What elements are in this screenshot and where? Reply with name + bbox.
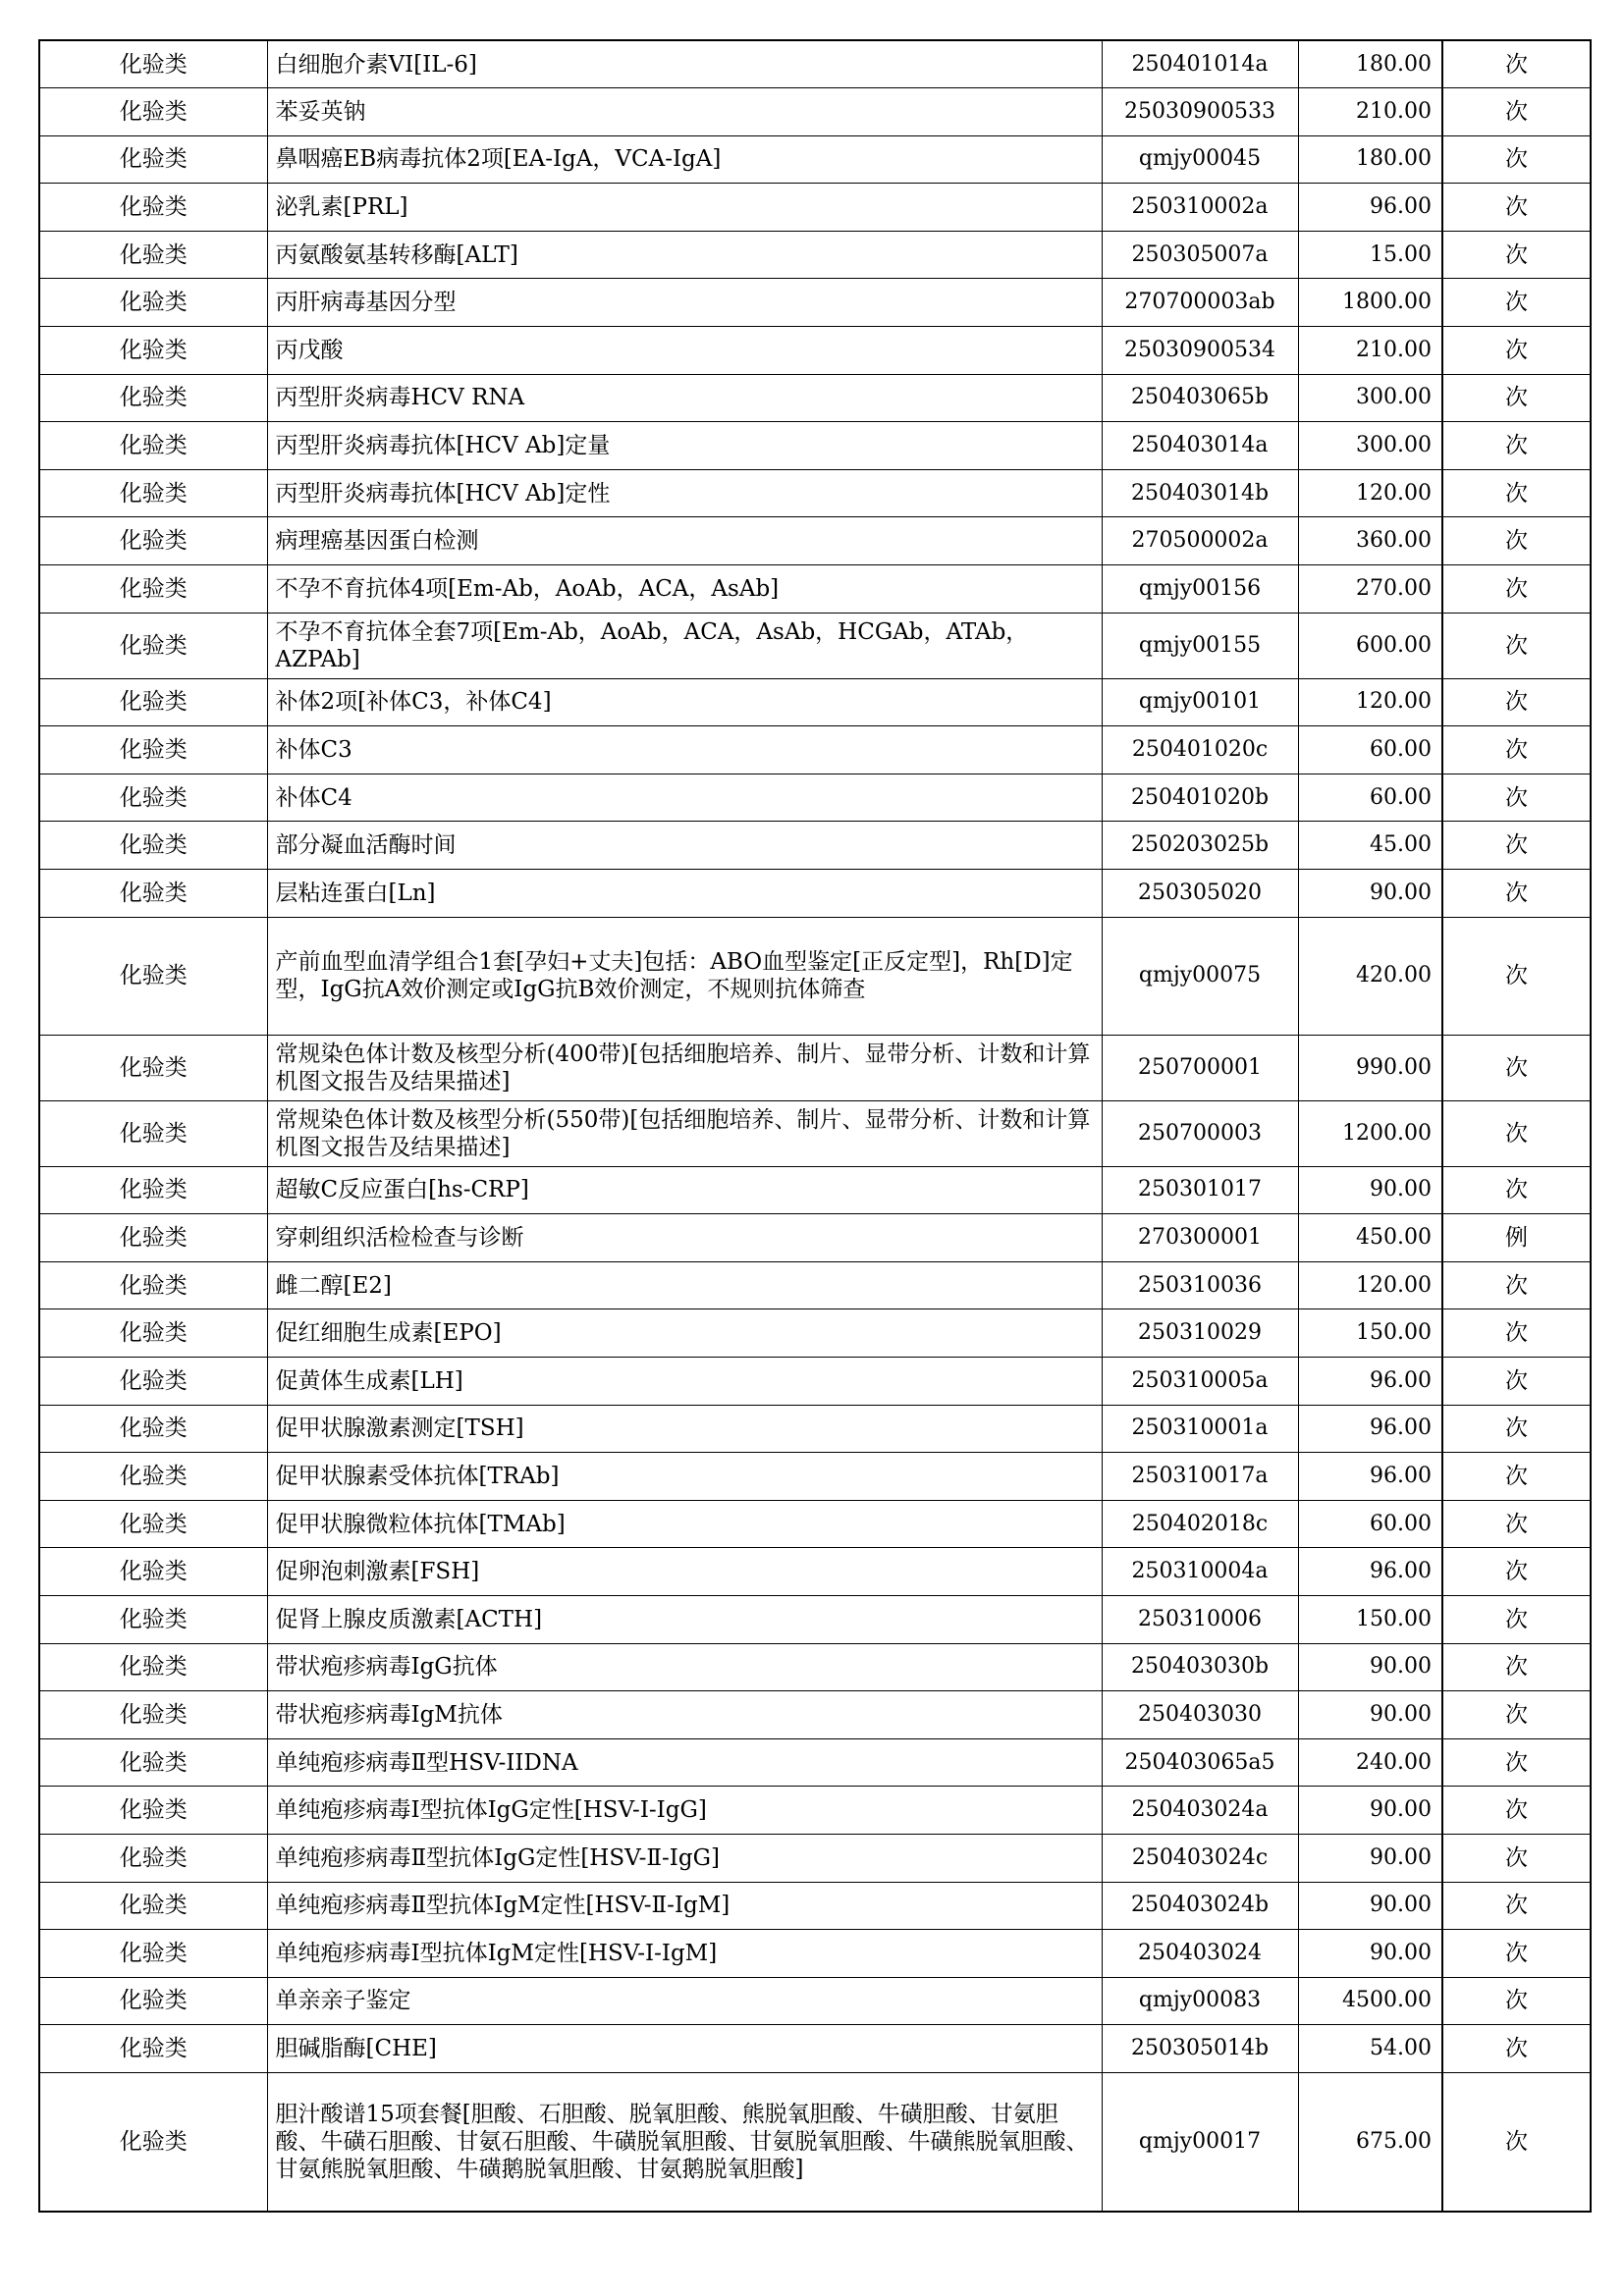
category-cell: 化验类 <box>39 231 267 279</box>
price-cell: 270.00 <box>1298 565 1442 614</box>
item-name-cell: 促卵泡刺激素[FSH] <box>267 1548 1102 1596</box>
price-cell: 240.00 <box>1298 1738 1442 1787</box>
table-row <box>39 1500 1591 1548</box>
item-code-cell: 250401014a <box>1102 40 1298 88</box>
table-row <box>39 135 1591 184</box>
table-row <box>39 374 1591 422</box>
unit-cell: 次 <box>1442 1166 1591 1214</box>
item-name-cell: 常规染色体计数及核型分析(550带)[包括细胞培养、制片、显带分析、计数和计算机图文报告及结果描述] <box>267 1100 1102 1166</box>
category-cell: 化验类 <box>39 774 267 822</box>
unit-cell: 次 <box>1442 1500 1591 1548</box>
item-code-cell: 250310001a <box>1102 1405 1298 1453</box>
item-code-cell: 250310006 <box>1102 1595 1298 1643</box>
table-row <box>39 1977 1591 2025</box>
unit-cell: 次 <box>1442 1977 1591 2025</box>
unit-cell: 次 <box>1442 1309 1591 1358</box>
item-code-cell: 270300001 <box>1102 1214 1298 1262</box>
table-row <box>39 1214 1591 1262</box>
item-code-cell: 250403024a <box>1102 1787 1298 1835</box>
table-row <box>39 1787 1591 1835</box>
price-cell: 90.00 <box>1298 1691 1442 1739</box>
item-name-cell: 促红细胞生成素[EPO] <box>267 1309 1102 1358</box>
price-cell: 96.00 <box>1298 1548 1442 1596</box>
item-code-cell: 270700003ab <box>1102 279 1298 327</box>
table-row <box>39 1309 1591 1358</box>
item-code-cell: qmjy00045 <box>1102 135 1298 184</box>
item-code-cell: 250310004a <box>1102 1548 1298 1596</box>
unit-cell: 次 <box>1442 870 1591 918</box>
item-code-cell: 250403065b <box>1102 374 1298 422</box>
category-cell: 化验类 <box>39 1500 267 1548</box>
item-code-cell: 250403024c <box>1102 1834 1298 1882</box>
category-cell: 化验类 <box>39 565 267 614</box>
category-cell: 化验类 <box>39 870 267 918</box>
item-name-cell: 带状疱疹病毒IgM抗体 <box>267 1691 1102 1739</box>
category-cell: 化验类 <box>39 1405 267 1453</box>
category-cell: 化验类 <box>39 1548 267 1596</box>
table-row <box>39 917 1591 1035</box>
item-code-cell: 25030900534 <box>1102 327 1298 375</box>
category-cell: 化验类 <box>39 1214 267 1262</box>
item-code-cell: qmjy00017 <box>1102 2072 1298 2212</box>
unit-cell: 次 <box>1442 469 1591 517</box>
price-cell: 990.00 <box>1298 1035 1442 1100</box>
price-cell: 4500.00 <box>1298 1977 1442 2025</box>
table-row <box>39 422 1591 470</box>
unit-cell: 次 <box>1442 1691 1591 1739</box>
item-name-cell: 单纯疱疹病毒Ⅰ型抗体IgM定性[HSV-I-IgM] <box>267 1930 1102 1978</box>
unit-cell: 次 <box>1442 2072 1591 2212</box>
unit-cell: 次 <box>1442 1100 1591 1166</box>
item-code-cell: qmjy00101 <box>1102 678 1298 726</box>
unit-cell: 例 <box>1442 1214 1591 1262</box>
unit-cell: 次 <box>1442 1643 1591 1691</box>
price-table-body <box>39 40 1591 2212</box>
table-row <box>39 870 1591 918</box>
price-cell: 180.00 <box>1298 40 1442 88</box>
category-cell: 化验类 <box>39 2072 267 2212</box>
item-name-cell: 促甲状腺微粒体抗体[TMAb] <box>267 1500 1102 1548</box>
price-cell: 90.00 <box>1298 1834 1442 1882</box>
item-code-cell: qmjy00075 <box>1102 917 1298 1035</box>
unit-cell: 次 <box>1442 1035 1591 1100</box>
category-cell: 化验类 <box>39 1595 267 1643</box>
category-cell: 化验类 <box>39 1882 267 1930</box>
price-cell: 96.00 <box>1298 184 1442 232</box>
category-cell: 化验类 <box>39 279 267 327</box>
unit-cell: 次 <box>1442 231 1591 279</box>
unit-cell: 次 <box>1442 88 1591 136</box>
category-cell: 化验类 <box>39 1261 267 1309</box>
item-code-cell: 250310036 <box>1102 1261 1298 1309</box>
price-cell: 420.00 <box>1298 917 1442 1035</box>
item-code-cell: 250310005a <box>1102 1357 1298 1405</box>
item-code-cell: 250301017 <box>1102 1166 1298 1214</box>
item-name-cell: 胆碱脂酶[CHE] <box>267 2025 1102 2073</box>
table-row <box>39 1100 1591 1166</box>
item-code-cell: 270500002a <box>1102 517 1298 565</box>
item-name-cell: 鼻咽癌EB病毒抗体2项[EA-IgA，VCA-IgA] <box>267 135 1102 184</box>
unit-cell: 次 <box>1442 1595 1591 1643</box>
category-cell: 化验类 <box>39 1035 267 1100</box>
unit-cell: 次 <box>1442 2025 1591 2073</box>
item-code-cell: 250402018c <box>1102 1500 1298 1548</box>
item-code-cell: 250403030b <box>1102 1643 1298 1691</box>
price-cell: 150.00 <box>1298 1595 1442 1643</box>
unit-cell: 次 <box>1442 135 1591 184</box>
item-name-cell: 苯妥英钠 <box>267 88 1102 136</box>
item-code-cell: 250403024 <box>1102 1930 1298 1978</box>
table-row <box>39 565 1591 614</box>
item-code-cell: qmjy00155 <box>1102 613 1298 678</box>
price-cell: 210.00 <box>1298 88 1442 136</box>
item-code-cell: 250305014b <box>1102 2025 1298 2073</box>
item-name-cell: 补体C4 <box>267 774 1102 822</box>
price-cell: 90.00 <box>1298 870 1442 918</box>
item-name-cell: 补体2项[补体C3，补体C4] <box>267 678 1102 726</box>
item-code-cell: qmjy00083 <box>1102 1977 1298 2025</box>
category-cell: 化验类 <box>39 1977 267 2025</box>
item-name-cell: 丙型肝炎病毒HCV RNA <box>267 374 1102 422</box>
table-row <box>39 1453 1591 1501</box>
table-row <box>39 517 1591 565</box>
price-cell: 96.00 <box>1298 1453 1442 1501</box>
item-code-cell: 250310002a <box>1102 184 1298 232</box>
category-cell: 化验类 <box>39 517 267 565</box>
category-cell: 化验类 <box>39 1787 267 1835</box>
price-cell: 150.00 <box>1298 1309 1442 1358</box>
item-code-cell: 250401020c <box>1102 726 1298 774</box>
unit-cell: 次 <box>1442 279 1591 327</box>
table-row <box>39 1166 1591 1214</box>
price-cell: 120.00 <box>1298 1261 1442 1309</box>
price-cell: 90.00 <box>1298 1166 1442 1214</box>
price-cell: 1200.00 <box>1298 1100 1442 1166</box>
item-code-cell: 250401020b <box>1102 774 1298 822</box>
item-name-cell: 促甲状腺素受体抗体[TRAb] <box>267 1453 1102 1501</box>
price-cell: 300.00 <box>1298 422 1442 470</box>
price-cell: 180.00 <box>1298 135 1442 184</box>
item-name-cell: 丙肝病毒基因分型 <box>267 279 1102 327</box>
unit-cell: 次 <box>1442 613 1591 678</box>
item-name-cell: 丙戊酸 <box>267 327 1102 375</box>
price-cell: 96.00 <box>1298 1357 1442 1405</box>
price-cell: 300.00 <box>1298 374 1442 422</box>
table-row <box>39 613 1591 678</box>
item-code-cell: 250700003 <box>1102 1100 1298 1166</box>
item-name-cell: 促黄体生成素[LH] <box>267 1357 1102 1405</box>
item-name-cell: 单纯疱疹病毒Ⅱ型HSV-IIDNA <box>267 1738 1102 1787</box>
category-cell: 化验类 <box>39 88 267 136</box>
table-row <box>39 1405 1591 1453</box>
price-cell: 90.00 <box>1298 1882 1442 1930</box>
item-code-cell: 250310029 <box>1102 1309 1298 1358</box>
price-cell: 675.00 <box>1298 2072 1442 2212</box>
item-name-cell: 病理癌基因蛋白检测 <box>267 517 1102 565</box>
category-cell: 化验类 <box>39 1100 267 1166</box>
category-cell: 化验类 <box>39 2025 267 2073</box>
item-name-cell: 不孕不育抗体4项[Em-Ab，AoAb，ACA，AsAb] <box>267 565 1102 614</box>
category-cell: 化验类 <box>39 822 267 870</box>
item-code-cell: 250403065a5 <box>1102 1738 1298 1787</box>
unit-cell: 次 <box>1442 184 1591 232</box>
item-name-cell: 常规染色体计数及核型分析(400带)[包括细胞培养、制片、显带分析、计数和计算机图文报告及结果描述] <box>267 1035 1102 1100</box>
item-name-cell: 丙氨酸氨基转移酶[ALT] <box>267 231 1102 279</box>
unit-cell: 次 <box>1442 1548 1591 1596</box>
item-name-cell: 穿刺组织活检检查与诊断 <box>267 1214 1102 1262</box>
price-cell: 96.00 <box>1298 1405 1442 1453</box>
item-code-cell: 250403030 <box>1102 1691 1298 1739</box>
item-name-cell: 单亲亲子鉴定 <box>267 1977 1102 2025</box>
item-name-cell: 产前血型血清学组合1套[孕妇+丈夫]包括：ABO血型鉴定[正反定型]，Rh[D]定型，IgG抗A效价测定或IgG抗B效价测定，不规则抗体筛查 <box>267 917 1102 1035</box>
category-cell: 化验类 <box>39 469 267 517</box>
price-cell: 60.00 <box>1298 774 1442 822</box>
unit-cell: 次 <box>1442 374 1591 422</box>
unit-cell: 次 <box>1442 1453 1591 1501</box>
table-row <box>39 774 1591 822</box>
item-name-cell: 层粘连蛋白[Ln] <box>267 870 1102 918</box>
item-code-cell: 250403014b <box>1102 469 1298 517</box>
unit-cell: 次 <box>1442 327 1591 375</box>
price-cell: 450.00 <box>1298 1214 1442 1262</box>
category-cell: 化验类 <box>39 1643 267 1691</box>
table-row <box>39 1035 1591 1100</box>
table-row <box>39 1834 1591 1882</box>
table-row <box>39 1691 1591 1739</box>
table-row <box>39 1261 1591 1309</box>
item-code-cell: 250305020 <box>1102 870 1298 918</box>
price-cell: 90.00 <box>1298 1643 1442 1691</box>
unit-cell: 次 <box>1442 40 1591 88</box>
category-cell: 化验类 <box>39 40 267 88</box>
table-row <box>39 88 1591 136</box>
table-row <box>39 2025 1591 2073</box>
table-row <box>39 40 1591 88</box>
unit-cell: 次 <box>1442 1738 1591 1787</box>
unit-cell: 次 <box>1442 774 1591 822</box>
item-name-cell: 丙型肝炎病毒抗体[HCV Ab]定量 <box>267 422 1102 470</box>
category-cell: 化验类 <box>39 1691 267 1739</box>
table-row <box>39 2072 1591 2212</box>
unit-cell: 次 <box>1442 1405 1591 1453</box>
category-cell: 化验类 <box>39 613 267 678</box>
item-code-cell: 250305007a <box>1102 231 1298 279</box>
price-cell: 60.00 <box>1298 1500 1442 1548</box>
item-name-cell: 补体C3 <box>267 726 1102 774</box>
item-name-cell: 胆汁酸谱15项套餐[胆酸、石胆酸、脱氧胆酸、熊脱氧胆酸、牛磺胆酸、甘氨胆酸、牛磺石胆酸、甘氨石胆酸、牛磺脱氧胆酸、甘氨脱氧胆酸、牛磺熊脱氧胆酸、甘氨熊脱氧胆酸、牛磺鹅脱氧胆酸、甘氨鹅脱氧胆酸] <box>267 2072 1102 2212</box>
table-row <box>39 678 1591 726</box>
price-cell: 120.00 <box>1298 678 1442 726</box>
unit-cell: 次 <box>1442 1357 1591 1405</box>
item-code-cell: 250700001 <box>1102 1035 1298 1100</box>
price-cell: 90.00 <box>1298 1930 1442 1978</box>
table-row <box>39 726 1591 774</box>
item-name-cell: 丙型肝炎病毒抗体[HCV Ab]定性 <box>267 469 1102 517</box>
unit-cell: 次 <box>1442 917 1591 1035</box>
category-cell: 化验类 <box>39 917 267 1035</box>
price-cell: 15.00 <box>1298 231 1442 279</box>
item-name-cell: 部分凝血活酶时间 <box>267 822 1102 870</box>
price-cell: 90.00 <box>1298 1787 1442 1835</box>
item-name-cell: 促甲状腺激素测定[TSH] <box>267 1405 1102 1453</box>
table-row <box>39 1643 1591 1691</box>
price-cell: 54.00 <box>1298 2025 1442 2073</box>
category-cell: 化验类 <box>39 184 267 232</box>
item-name-cell: 单纯疱疹病毒Ⅰ型抗体IgG定性[HSV-Ⅰ-IgG] <box>267 1787 1102 1835</box>
item-name-cell: 白细胞介素VI[IL-6] <box>267 40 1102 88</box>
price-table <box>38 39 1592 2213</box>
category-cell: 化验类 <box>39 1309 267 1358</box>
price-cell: 210.00 <box>1298 327 1442 375</box>
price-cell: 120.00 <box>1298 469 1442 517</box>
item-name-cell: 雌二醇[E2] <box>267 1261 1102 1309</box>
unit-cell: 次 <box>1442 1261 1591 1309</box>
category-cell: 化验类 <box>39 1930 267 1978</box>
item-name-cell: 超敏C反应蛋白[hs-CRP] <box>267 1166 1102 1214</box>
table-row <box>39 822 1591 870</box>
item-name-cell: 促肾上腺皮质激素[ACTH] <box>267 1595 1102 1643</box>
item-code-cell: 25030900533 <box>1102 88 1298 136</box>
price-cell: 1800.00 <box>1298 279 1442 327</box>
table-row <box>39 1357 1591 1405</box>
item-code-cell: 250310017a <box>1102 1453 1298 1501</box>
table-row <box>39 1882 1591 1930</box>
category-cell: 化验类 <box>39 1166 267 1214</box>
item-code-cell: 250203025b <box>1102 822 1298 870</box>
table-row <box>39 184 1591 232</box>
price-cell: 600.00 <box>1298 613 1442 678</box>
unit-cell: 次 <box>1442 1787 1591 1835</box>
unit-cell: 次 <box>1442 565 1591 614</box>
item-name-cell: 不孕不育抗体全套7项[Em-Ab，AoAb，ACA，AsAb，HCGAb，ATAb，AZPAb] <box>267 613 1102 678</box>
item-code-cell: 250403014a <box>1102 422 1298 470</box>
item-code-cell: 250403024b <box>1102 1882 1298 1930</box>
category-cell: 化验类 <box>39 1453 267 1501</box>
price-cell: 60.00 <box>1298 726 1442 774</box>
unit-cell: 次 <box>1442 422 1591 470</box>
item-name-cell: 带状疱疹病毒IgG抗体 <box>267 1643 1102 1691</box>
item-code-cell: qmjy00156 <box>1102 565 1298 614</box>
table-row <box>39 327 1591 375</box>
table-row <box>39 1595 1591 1643</box>
category-cell: 化验类 <box>39 726 267 774</box>
category-cell: 化验类 <box>39 422 267 470</box>
category-cell: 化验类 <box>39 1834 267 1882</box>
unit-cell: 次 <box>1442 517 1591 565</box>
unit-cell: 次 <box>1442 1930 1591 1978</box>
table-row <box>39 469 1591 517</box>
table-row <box>39 1738 1591 1787</box>
item-name-cell: 单纯疱疹病毒Ⅱ型抗体IgM定性[HSV-Ⅱ-IgM] <box>267 1882 1102 1930</box>
category-cell: 化验类 <box>39 327 267 375</box>
table-row <box>39 231 1591 279</box>
unit-cell: 次 <box>1442 822 1591 870</box>
unit-cell: 次 <box>1442 1834 1591 1882</box>
unit-cell: 次 <box>1442 1882 1591 1930</box>
table-row <box>39 1930 1591 1978</box>
table-row <box>39 1548 1591 1596</box>
category-cell: 化验类 <box>39 678 267 726</box>
category-cell: 化验类 <box>39 1738 267 1787</box>
price-cell: 360.00 <box>1298 517 1442 565</box>
item-name-cell: 泌乳素[PRL] <box>267 184 1102 232</box>
category-cell: 化验类 <box>39 135 267 184</box>
category-cell: 化验类 <box>39 1357 267 1405</box>
category-cell: 化验类 <box>39 374 267 422</box>
unit-cell: 次 <box>1442 726 1591 774</box>
item-name-cell: 单纯疱疹病毒Ⅱ型抗体IgG定性[HSV-Ⅱ-IgG] <box>267 1834 1102 1882</box>
table-row <box>39 279 1591 327</box>
price-cell: 45.00 <box>1298 822 1442 870</box>
unit-cell: 次 <box>1442 678 1591 726</box>
